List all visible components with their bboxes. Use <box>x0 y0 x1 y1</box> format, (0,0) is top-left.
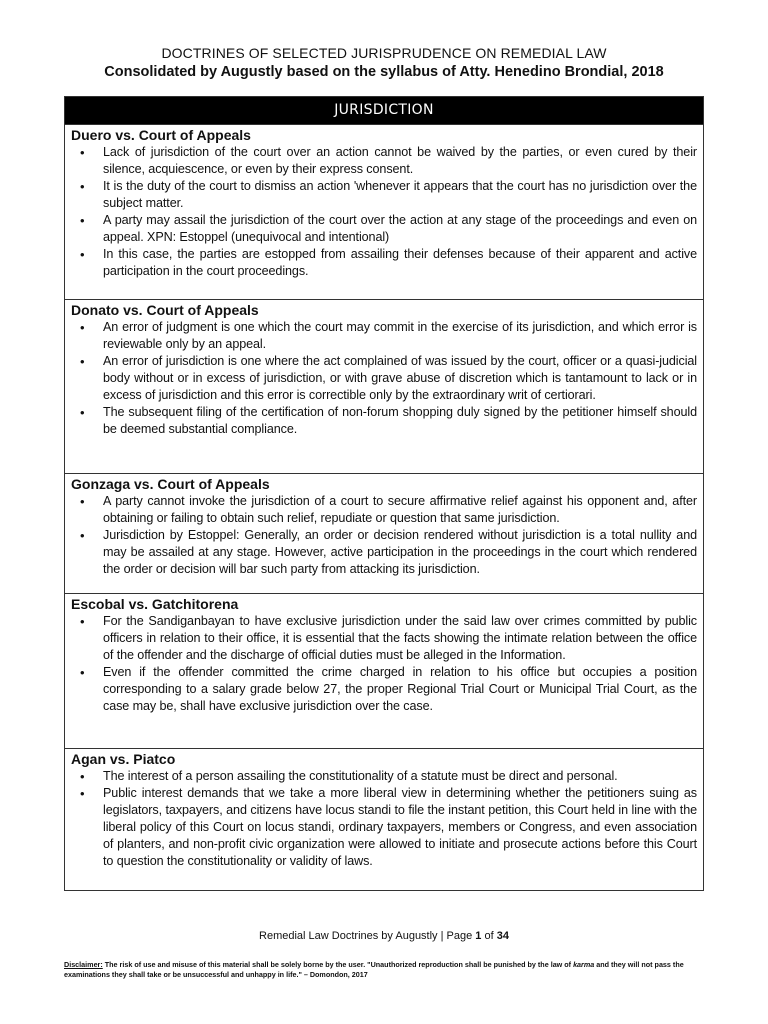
disclaimer-label: Disclaimer: <box>64 960 103 969</box>
list-item: • The interest of a person assailing the constitutionality of a statute must be direct and personal. <box>103 768 697 785</box>
disclaimer-text-a: The risk of use and misuse of this material shall be solely borne by the user. "Unauthorized reproduction shall be punished by the law of <box>102 960 574 969</box>
list-item: • It is the duty of the court to dismiss an action 'whenever it appears that the court has no jurisdiction over the subject matter. <box>103 178 697 212</box>
disclaimer <box>64 960 714 979</box>
footer-prefix: Remedial Law Doctrines by Augustly | Page <box>259 930 476 942</box>
total-pages: 34 <box>496 930 509 942</box>
list-item: • For the Sandiganbayan to have exclusive jurisdiction under the said law over crimes committed by public officers in relation to their office, it is essential that the facts showing the intimate relation between the office of the offender and the discharge of official duties must be alleged in the Information. <box>103 613 697 664</box>
case-bullets <box>71 493 697 578</box>
jurisprudence-table <box>64 96 704 891</box>
case-title: Escobal vs. Gatchitorena <box>71 596 239 612</box>
list-item: • Jurisdiction by Estoppel: Generally, an order or decision rendered without jurisdiction is a total nullity and may be assailed at any stage. However, active participation in the proceedings in the court which rendered the order or decision will bar such party from attacking its jurisdiction. <box>103 527 697 578</box>
case-block <box>65 593 703 748</box>
disclaimer-text-b: and they will not pass the examinations they shall take or be unsuccessful and unhappy in life." – Domondon, 2017 <box>64 960 684 979</box>
list-item: • Lack of jurisdiction of the court over an action cannot be waived by the parties, or even cured by their silence, acquiescence, or even by their express consent. <box>103 144 697 178</box>
list-item: • A party cannot invoke the jurisdiction of a court to secure affirmative relief against his opponent and, after obtaining or failing to obtain such relief, repudiate or question that same jurisdiction. <box>103 493 697 527</box>
case-title: Duero vs. Court of Appeals <box>71 127 251 143</box>
case-block <box>65 124 703 299</box>
case-block <box>65 299 703 473</box>
case-bullets <box>71 613 697 715</box>
page-footer <box>0 930 768 942</box>
list-item: • An error of judgment is one which the court may commit in the exercise of its jurisdiction, and which error is reviewable only by an appeal. <box>103 319 697 353</box>
case-title: Agan vs. Piatco <box>71 751 176 767</box>
case-block <box>65 748 703 890</box>
case-title: Donato vs. Court of Appeals <box>71 302 259 318</box>
disclaimer-karma: karma <box>573 960 595 969</box>
list-item: • An error of jurisdiction is one where the act complained of was issued by the court, officer or a quasi-judicial body without or in excess of jurisdiction, or with grave abuse of discretion which is tantamount to lack or in excess of jurisdiction and this error is correctible only by the extraordinary writ of certiorari. <box>103 353 697 404</box>
list-item: • The subsequent filing of the certification of non-forum shopping duly signed by the petitioner himself should be deemed substantial compliance. <box>103 404 697 438</box>
case-block <box>65 473 703 593</box>
list-item: • Public interest demands that we take a more liberal view in determining whether the petitioners suing as legislators, taxpayers, and citizens have locus standi to file the instant petition, this Court held in line with the liberal policy of this Court on locus standi, ordinary taxpayers, members or Congress, and even association of planters, and non-profit civic organization were allowed to initiate and prosecute actions before this Court to question the constitutionality or validity of laws. <box>103 785 697 870</box>
case-bullets <box>71 319 697 438</box>
case-title: Gonzaga vs. Court of Appeals <box>71 476 270 492</box>
list-item: • A party may assail the jurisdiction of the court over the action at any stage of the proceedings and even on appeal. XPN: Estoppel (unequivocal and intentional) <box>103 212 697 246</box>
case-bullets <box>71 144 697 280</box>
list-item: • Even if the offender committed the crime charged in relation to his office but occupies a position corresponding to a salary grade below 27, the proper Regional Trial Court or Municipal Trial Court, as the case may be, shall have exclusive jurisdiction over the case. <box>103 664 697 715</box>
table-heading: JURISDICTION <box>65 97 703 124</box>
current-page: 1 <box>475 930 482 942</box>
footer-of: of <box>481 930 497 942</box>
list-item: • In this case, the parties are estopped from assailing their defenses because of their apparent and active participation in the court proceedings. <box>103 246 697 280</box>
document-subtitle: Consolidated by Augustly based on the syllabus of Atty. Henedino Brondial, 2018 <box>104 64 664 80</box>
case-bullets <box>71 768 697 870</box>
document-title: DOCTRINES OF SELECTED JURISPRUDENCE ON REMEDIAL LAW <box>161 45 607 61</box>
